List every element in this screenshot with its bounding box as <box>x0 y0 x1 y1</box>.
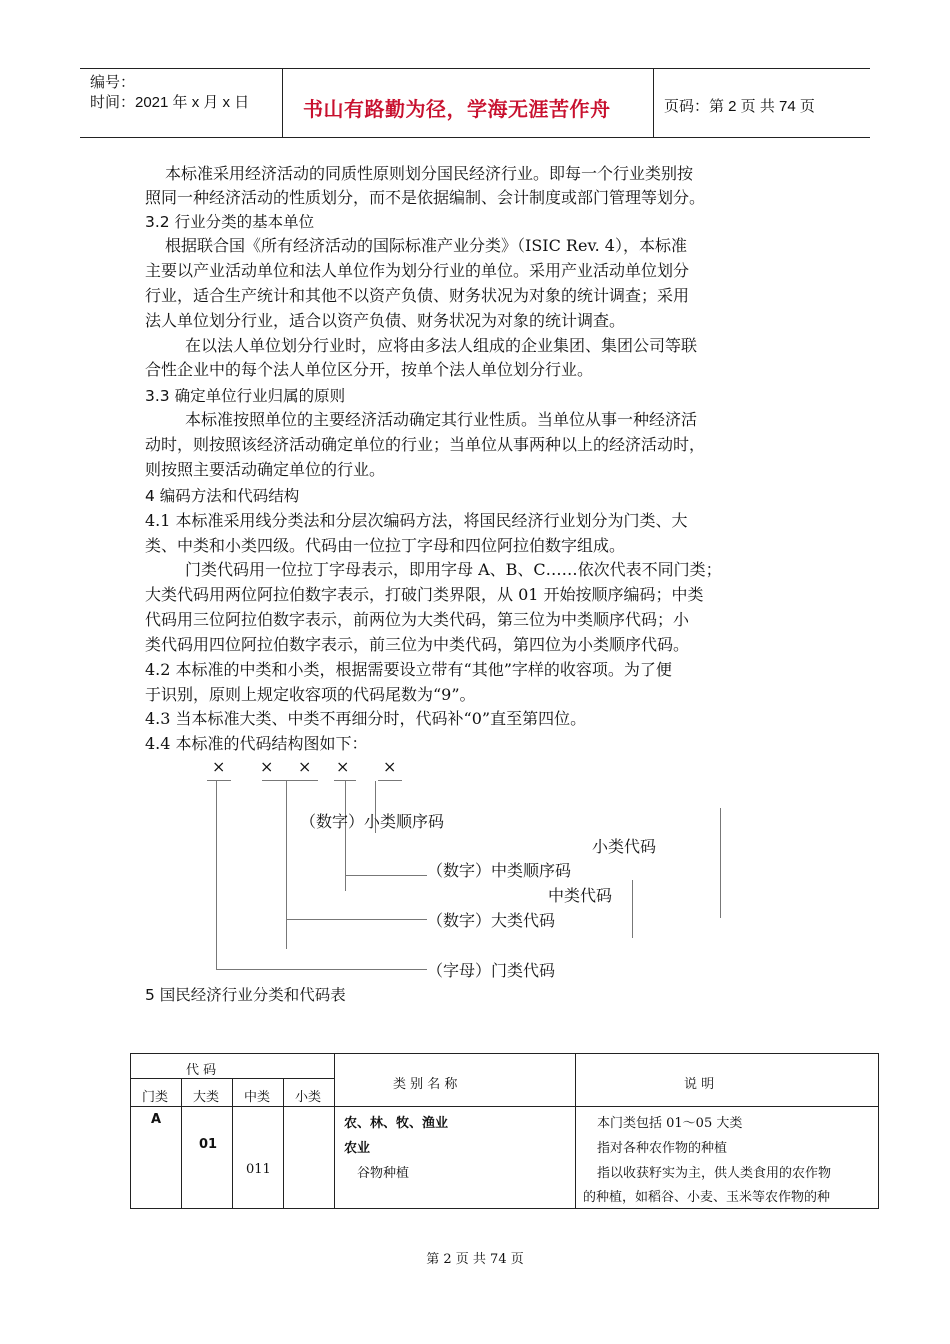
header-door: 门类 <box>142 1090 169 1105</box>
para-9: 4.4 本标准的代码结构图如下： <box>145 734 368 753</box>
para-5-line-2: 类、中类和小类四级。代码由一位拉丁字母和四位阿拉伯数字组成。 <box>145 536 626 555</box>
tick-big <box>262 780 318 781</box>
row2-desc: 指对各种农作物的种植 <box>597 1141 728 1156</box>
header-desc: 说 明 <box>684 1077 715 1092</box>
row1-name: 农、林、牧、渔业 <box>344 1116 449 1131</box>
header-big: 大类 <box>193 1090 220 1105</box>
row3-desc-line-1: 指以收获籽实为主，供人类食用的农作物 <box>597 1166 832 1181</box>
bracket-small-code <box>720 808 721 918</box>
bracket-mid-code <box>632 880 633 938</box>
page-label: 页码：第 2 页 共 74 页 <box>664 98 815 115</box>
label-door-code: （字母）门类代码 <box>427 961 556 980</box>
x-mark-door: × <box>212 757 226 776</box>
tick-small <box>378 780 402 781</box>
para-3-line-1: 在以法人单位划分行业时，应将由多法人组成的企业集团、集团公司等联 <box>185 336 698 355</box>
para-2-line-3: 行业，适合生产统计和其他不以资产负债、财务状况为对象的统计调查；采用 <box>145 286 690 305</box>
heading-5: 5 国民经济行业分类和代码表 <box>145 986 346 1004</box>
para-4-line-3: 则按照主要活动确定单位的行业。 <box>145 460 386 479</box>
table-vline-4 <box>334 1054 335 1208</box>
x-mark-mid: × <box>336 757 350 776</box>
hline-door <box>216 969 427 970</box>
para-2-line-2: 主要以产业活动单位和法人单位作为划分行业的单位。采用产业活动单位划分 <box>145 261 690 280</box>
para-5-line-1: 4.1 本标准采用线分类法和分层次编码方法，将国民经济行业划分为门类、大 <box>145 511 688 530</box>
motto: 书山有路勤为径，学海无涯苦作舟 <box>303 97 611 121</box>
table-hline-code <box>131 1078 334 1079</box>
header-code: 代 码 <box>186 1063 217 1078</box>
para-7-line-2: 于识别，原则上规定收容项的代码尾数为“9”。 <box>145 685 476 704</box>
row2-big-code: 01 <box>199 1137 218 1152</box>
para-6-line-1: 门类代码用一位拉丁字母表示，即用字母 A、B、C……依次代表不同门类； <box>185 560 722 579</box>
heading-3-3: 3.3 确定单位行业归属的原则 <box>145 387 346 405</box>
para-4-line-1: 本标准按照单位的主要经济活动确定其行业性质。当单位从事一种经济活 <box>185 410 698 429</box>
para-7-line-1: 4.2 本标准的中类和小类，根据需要设立带有“其他”字样的收容项。为了便 <box>145 660 672 679</box>
header-mid: 中类 <box>244 1090 271 1105</box>
header-motto-cell <box>283 69 654 137</box>
hline-big <box>286 919 427 920</box>
label-small-seq: （数字）小类顺序码 <box>300 812 445 831</box>
document-header <box>80 68 870 138</box>
para-2-line-4: 法人单位划分行业，适合以资产负债、财务状况为对象的统计调查。 <box>145 311 626 330</box>
header-name: 类 别 名 称 <box>393 1077 458 1092</box>
row3-desc-line-2: 的种植，如稻谷、小麦、玉米等农作物的种 <box>583 1190 831 1205</box>
page-footer: 第 2 页 共 74 页 <box>426 1252 524 1267</box>
para-1-line-2: 照同一种经济活动的性质划分，而不是依据编制、会计制度或部门管理等划分。 <box>145 188 706 207</box>
table-vline-2 <box>232 1078 233 1208</box>
row3-name: 谷物种植 <box>357 1166 410 1181</box>
date-label: 时间：2021 年 x 月 x 日 <box>90 94 250 111</box>
para-8: 4.3 当本标准大类、中类不再细分时，代码补“0”直至第四位。 <box>145 709 587 728</box>
row2-name: 农业 <box>344 1141 371 1156</box>
x-mark-big-2: × <box>298 757 312 776</box>
row1-door-code: A <box>151 1112 162 1127</box>
table-vline-5 <box>575 1054 576 1208</box>
label-mid-code: 中类代码 <box>548 886 613 905</box>
para-3-line-2: 合性企业中的每个法人单位区分开，按单个法人单位划分行业。 <box>145 360 594 379</box>
table-vline-1 <box>181 1078 182 1208</box>
header-small: 小类 <box>295 1090 322 1105</box>
heading-4: 4 编码方法和代码结构 <box>145 487 300 505</box>
para-2-line-1: 根据联合国《所有经济活动的国际标准产业分类》（ISIC Rev. 4），本标准 <box>165 236 687 255</box>
vline-big <box>286 781 287 949</box>
classification-table <box>130 1053 879 1209</box>
label-small-code: 小类代码 <box>592 837 657 856</box>
row3-mid-code: 011 <box>246 1162 271 1177</box>
para-6-line-4: 类代码用四位阿拉伯数字表示，前三位为中类代码，第四位为小类顺序代码。 <box>145 635 690 654</box>
header-meta-cell <box>80 69 283 137</box>
para-6-line-3: 代码用三位阿拉伯数字表示，前两位为大类代码，第三位为中类顺序代码；小 <box>145 610 690 629</box>
label-big-code: （数字）大类代码 <box>427 911 556 930</box>
x-mark-small: × <box>383 757 397 776</box>
table-hline-header <box>131 1106 878 1107</box>
vline-door <box>216 781 217 969</box>
x-mark-big-1: × <box>260 757 274 776</box>
para-6-line-2: 大类代码用两位阿拉伯数字表示，打破门类界限，从 01 开始按顺序编码；中类 <box>145 585 704 604</box>
code-label: 编号： <box>90 74 136 91</box>
para-1-line-1: 本标准采用经济活动的同质性原则划分国民经济行业。即每一个行业类别按 <box>165 164 694 183</box>
hline-mid <box>345 875 427 876</box>
table-vline-3 <box>283 1078 284 1208</box>
header-page-cell <box>654 69 870 137</box>
tick-door <box>207 780 231 781</box>
label-mid-seq: （数字）中类顺序码 <box>427 861 572 880</box>
para-4-line-2: 动时，则按照该经济活动确定单位的行业；当单位从事两种以上的经济活动时， <box>145 435 706 454</box>
row1-desc: 本门类包括 01～05 大类 <box>597 1116 743 1131</box>
heading-3-2: 3.2 行业分类的基本单位 <box>145 213 315 231</box>
